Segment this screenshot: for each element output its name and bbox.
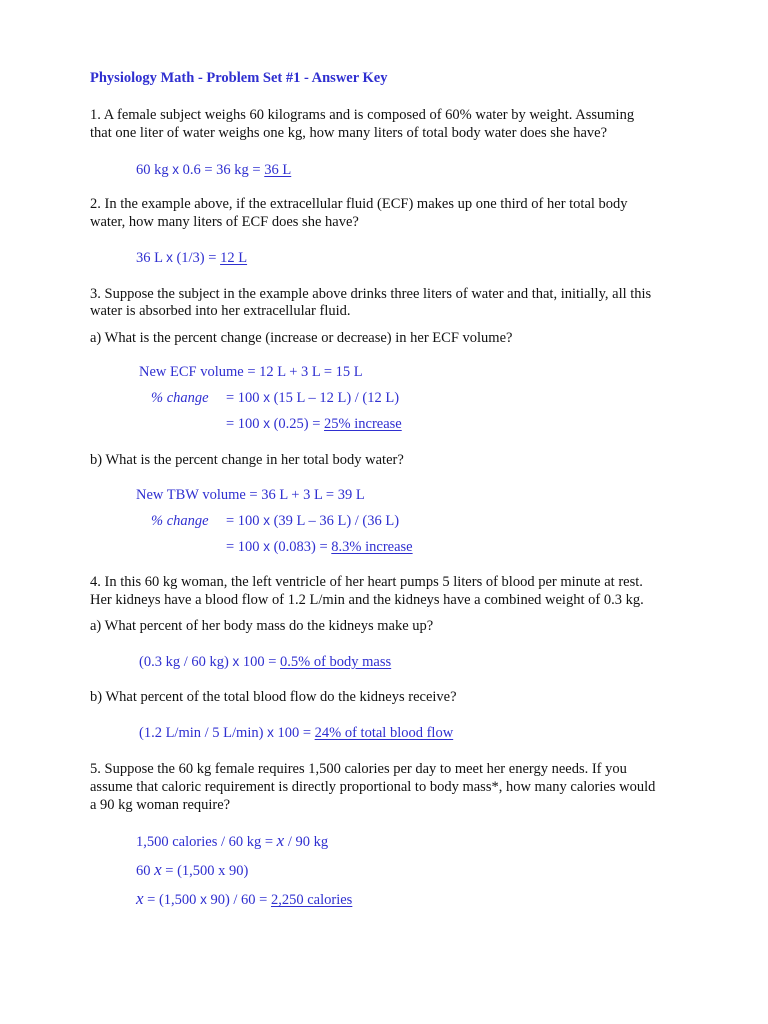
q2-answer-part: (1/3) = — [172, 250, 221, 266]
multiply-sign: x — [263, 390, 270, 405]
q5-part: 90) / 60 = — [206, 892, 271, 908]
q4a-part: 100 = — [239, 654, 280, 670]
q4-text-line-1: 4. In this 60 kg woman, the left ventricle of her heart pumps 5 liters of blood per minute at rest. — [90, 574, 643, 590]
q1-text-line-1: 1. A female subject weighs 60 kilograms and is composed of 60% water by weight. Assuming — [90, 107, 635, 123]
q3b-answer-line-2 — [226, 512, 399, 530]
q4a-answer — [139, 653, 391, 671]
q4a-part: (0.3 kg / 60 kg) — [139, 654, 233, 670]
q5-answer-line-1 — [136, 832, 328, 851]
multiply-sign: x — [263, 513, 270, 528]
variable-x: x — [276, 831, 285, 850]
multiply-sign: x — [200, 892, 207, 907]
q4-part-a-question: a) What percent of her body mass do the kidneys make up? — [90, 618, 434, 634]
q5-part: / 90 kg — [284, 834, 329, 850]
q4-part-b-question: b) What percent of the total blood flow do the kidneys receive? — [90, 689, 457, 705]
q4b-final-answer: 24% of total blood flow — [314, 725, 454, 741]
q3a-answer-line-1: New ECF volume = 12 L + 3 L = 15 L — [139, 364, 363, 380]
q5-text-line-2: assume that caloric requirement is directly proportional to body mass*, how many calories would — [90, 779, 656, 795]
multiply-sign: x — [263, 539, 270, 554]
q2-answer-part: 36 L — [136, 250, 167, 266]
q3a-part: = 100 — [226, 416, 264, 432]
q3a-final-answer: 25% increase — [324, 416, 402, 432]
q3-part-b-question: b) What is the percent change in her total body water? — [90, 452, 404, 468]
q3a-part: (15 L – 12 L) / (12 L) — [269, 390, 400, 406]
q1-text-line-2: that one liter of water weighs one kg, how many liters of total body water does she have? — [90, 125, 608, 141]
q1-answer — [136, 161, 291, 179]
multiply-sign: x — [232, 654, 240, 669]
q3-part-a-question: a) What is the percent change (increase or decrease) in her ECF volume? — [90, 330, 513, 346]
q3b-final-answer: 8.3% increase — [331, 539, 413, 555]
q3b-part: = 100 — [226, 513, 264, 529]
multiply-sign: x — [172, 162, 179, 177]
q2-text-line-2: water, how many liters of ECF does she have? — [90, 214, 359, 230]
q4-text-line-2: Her kidneys have a blood flow of 1.2 L/min and the kidneys have a combined weight of 0.3 kg. — [90, 592, 644, 608]
q3a-part: = 100 — [226, 390, 264, 406]
q5-text-line-3: a 90 kg woman require? — [90, 797, 231, 813]
q5-text-line-1: 5. Suppose the 60 kg female requires 1,500 calories per day to meet her energy needs. If you — [90, 761, 627, 777]
q3a-part: (0.25) = — [269, 416, 325, 432]
q4a-final-answer: 0.5% of body mass — [280, 654, 392, 670]
q3b-percent-change-label: % change — [151, 513, 209, 529]
q4b-answer — [139, 724, 453, 742]
q1-final-answer: 36 L — [264, 162, 292, 178]
q3b-part: = 100 — [226, 539, 264, 555]
q5-answer-line-2 — [136, 861, 248, 880]
q2-text-line-1: 2. In the example above, if the extracellular fluid (ECF) makes up one third of her total body — [90, 196, 628, 212]
q5-part: 1,500 calories / 60 kg = — [136, 834, 277, 850]
q5-final-answer: 2,250 calories — [270, 892, 353, 908]
q3-text-line-2: water is absorbed into her extracellular fluid. — [90, 303, 351, 319]
q5-part: = (1,500 — [143, 892, 201, 908]
q3a-answer-line-2 — [226, 389, 399, 407]
q5-answer-line-3 — [136, 890, 352, 909]
multiply-sign: x — [267, 725, 274, 740]
q5-part: = (1,500 x 90) — [161, 863, 249, 879]
multiply-sign: x — [166, 250, 173, 265]
q2-answer — [136, 249, 247, 267]
q1-answer-part: 60 kg — [136, 162, 169, 178]
q4b-part: (1.2 L/min / 5 L/min) — [139, 725, 268, 741]
q4b-part: 100 = — [273, 725, 315, 741]
variable-x: x — [154, 860, 162, 879]
q3b-part: (39 L – 36 L) / (36 L) — [269, 513, 400, 529]
multiply-sign: x — [263, 416, 270, 431]
variable-x: x — [136, 889, 144, 908]
q3b-answer-line-3 — [226, 538, 413, 556]
q3b-answer-line-1: New TBW volume = 36 L + 3 L = 39 L — [136, 487, 365, 503]
q3b-part: (0.083) = — [269, 539, 332, 555]
q3a-percent-change-label: % change — [151, 390, 209, 406]
q3-text-line-1: 3. Suppose the subject in the example above drinks three liters of water and that, initially, all this — [90, 286, 652, 302]
q1-answer-part: 0.6 = 36 kg = — [182, 162, 265, 178]
page-title: Physiology Math - Problem Set #1 - Answer Key — [90, 70, 388, 86]
q3a-answer-line-3 — [226, 415, 402, 433]
q2-final-answer: 12 L — [220, 250, 248, 266]
q5-part: 60 — [136, 863, 155, 879]
